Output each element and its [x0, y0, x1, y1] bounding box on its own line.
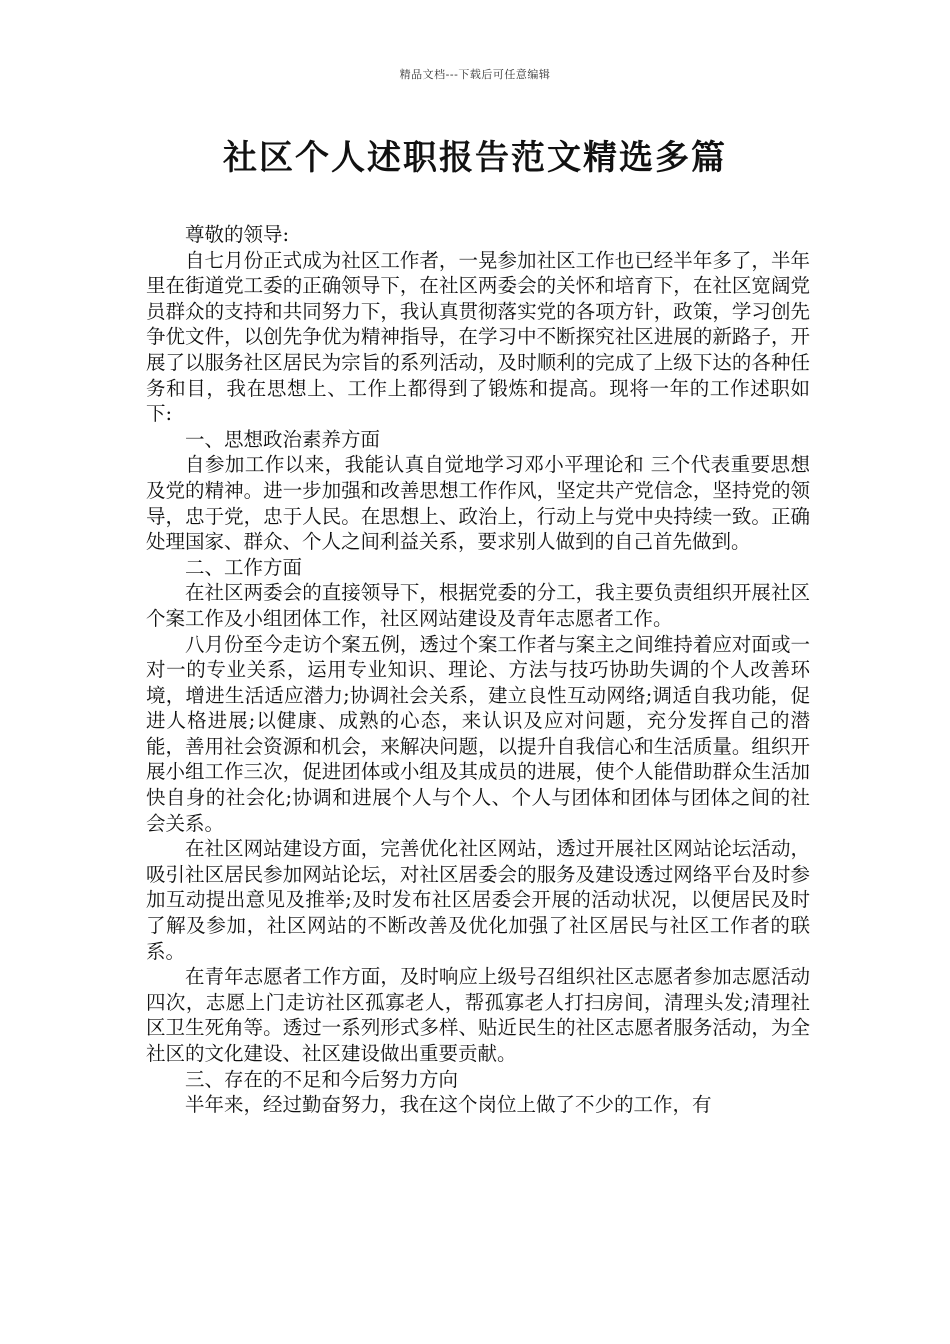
- document-title: 社区个人述职报告范文精选多篇: [223, 138, 727, 178]
- document-body: [146, 222, 810, 1118]
- header-watermark: 精品文档---下载后可任意编辑: [399, 68, 551, 81]
- section-2-paragraph: 在青年志愿者工作方面，及时响应上级号召组织社区志愿者参加志愿活动四次，志愿上门走访社区孤寡老人，帮孤寡老人打扫房间，清理头发;清理社区卫生死角等。透过一系列形式多样、贴近民生的社区志愿者服务活动，为全社区的文化建设、社区建设做出重要贡献。: [146, 965, 810, 1065]
- salutation: 尊敬的领导:: [185, 223, 290, 246]
- section-3-paragraph: 半年来，经过勤奋努力，我在这个岗位上做了不少的工作，有: [185, 1093, 712, 1117]
- section-1-paragraph: 自参加工作以来，我能认真自觉地学习邓小平理论和 三个代表重要思想及党的精神。进一步加强和改善思想工作作风，坚定共产党信念，坚持党的领导，忠于党，忠于人民。在思想上、政治上，行动上与党中央持续一致。正确处理国家、群众、个人之间利益关系，要求别人做到的自己首先做到。: [146, 453, 810, 554]
- section-heading-1: 一、思想政治素养方面: [185, 427, 381, 451]
- section-2-paragraph: 八月份至今走访个案五例，透过个案工作者与案主之间维持着应对面或一对一的专业关系，运用专业知识、理论、方法与技巧协助失调的个人改善环境，增进生活适应潜力;协调社会关系，建立良性互动网络;调适自我功能，促进人格进展;以健康、成熟的心态，来认识及应对问题，充分发挥自己的潜能，善用社会资源和机会，来解决问题，以提升自我信心和生活质量。组织开展小组工作三次，促进团体或小组及其成员的进展，使个人能借助群众生活加快自身的社会化;协调和进展个人与个人、个人与团体和团体与团体之间的社会关系。: [146, 632, 810, 835]
- intro-paragraph: 自七月份正式成为社区工作者，一晃参加社区工作也已经半年多了，半年里在街道党工委的正确领导下，在社区两委会的关怀和培育下，在社区宽阔党员群众的支持和共同努力下，我认真贯彻落实党的各项方针，政策，学习创先争优文件，以创先争优为精神指导，在学习中不断探究社区进展的新路子，开展了以服务社区居民为宗旨的系列活动，及时顺利的完成了上级下达的各种任务和目，我在思想上、工作上都得到了锻炼和提高。现将一年的工作述职如下:: [146, 248, 810, 426]
- section-heading-2: 二、工作方面: [185, 555, 303, 579]
- section-2-paragraph: 在社区网站建设方面，完善优化社区网站，透过开展社区网站论坛活动，吸引社区居民参加网站论坛，对社区居委会的服务及建设透过网络平台及时参加互动提出意见及推举;及时发布社区居委会开展的活动状况，以便居民及时了解及参加，社区网站的不断改善及优化加强了社区居民与社区工作者的联系。: [146, 837, 810, 963]
- section-heading-3: 三、存在的不足和今后努力方向: [185, 1067, 459, 1091]
- section-2-paragraph: 在社区两委会的直接领导下，根据党委的分工，我主要负责组织开展社区个案工作及小组团体工作，社区网站建设及青年志愿者工作。: [146, 581, 810, 630]
